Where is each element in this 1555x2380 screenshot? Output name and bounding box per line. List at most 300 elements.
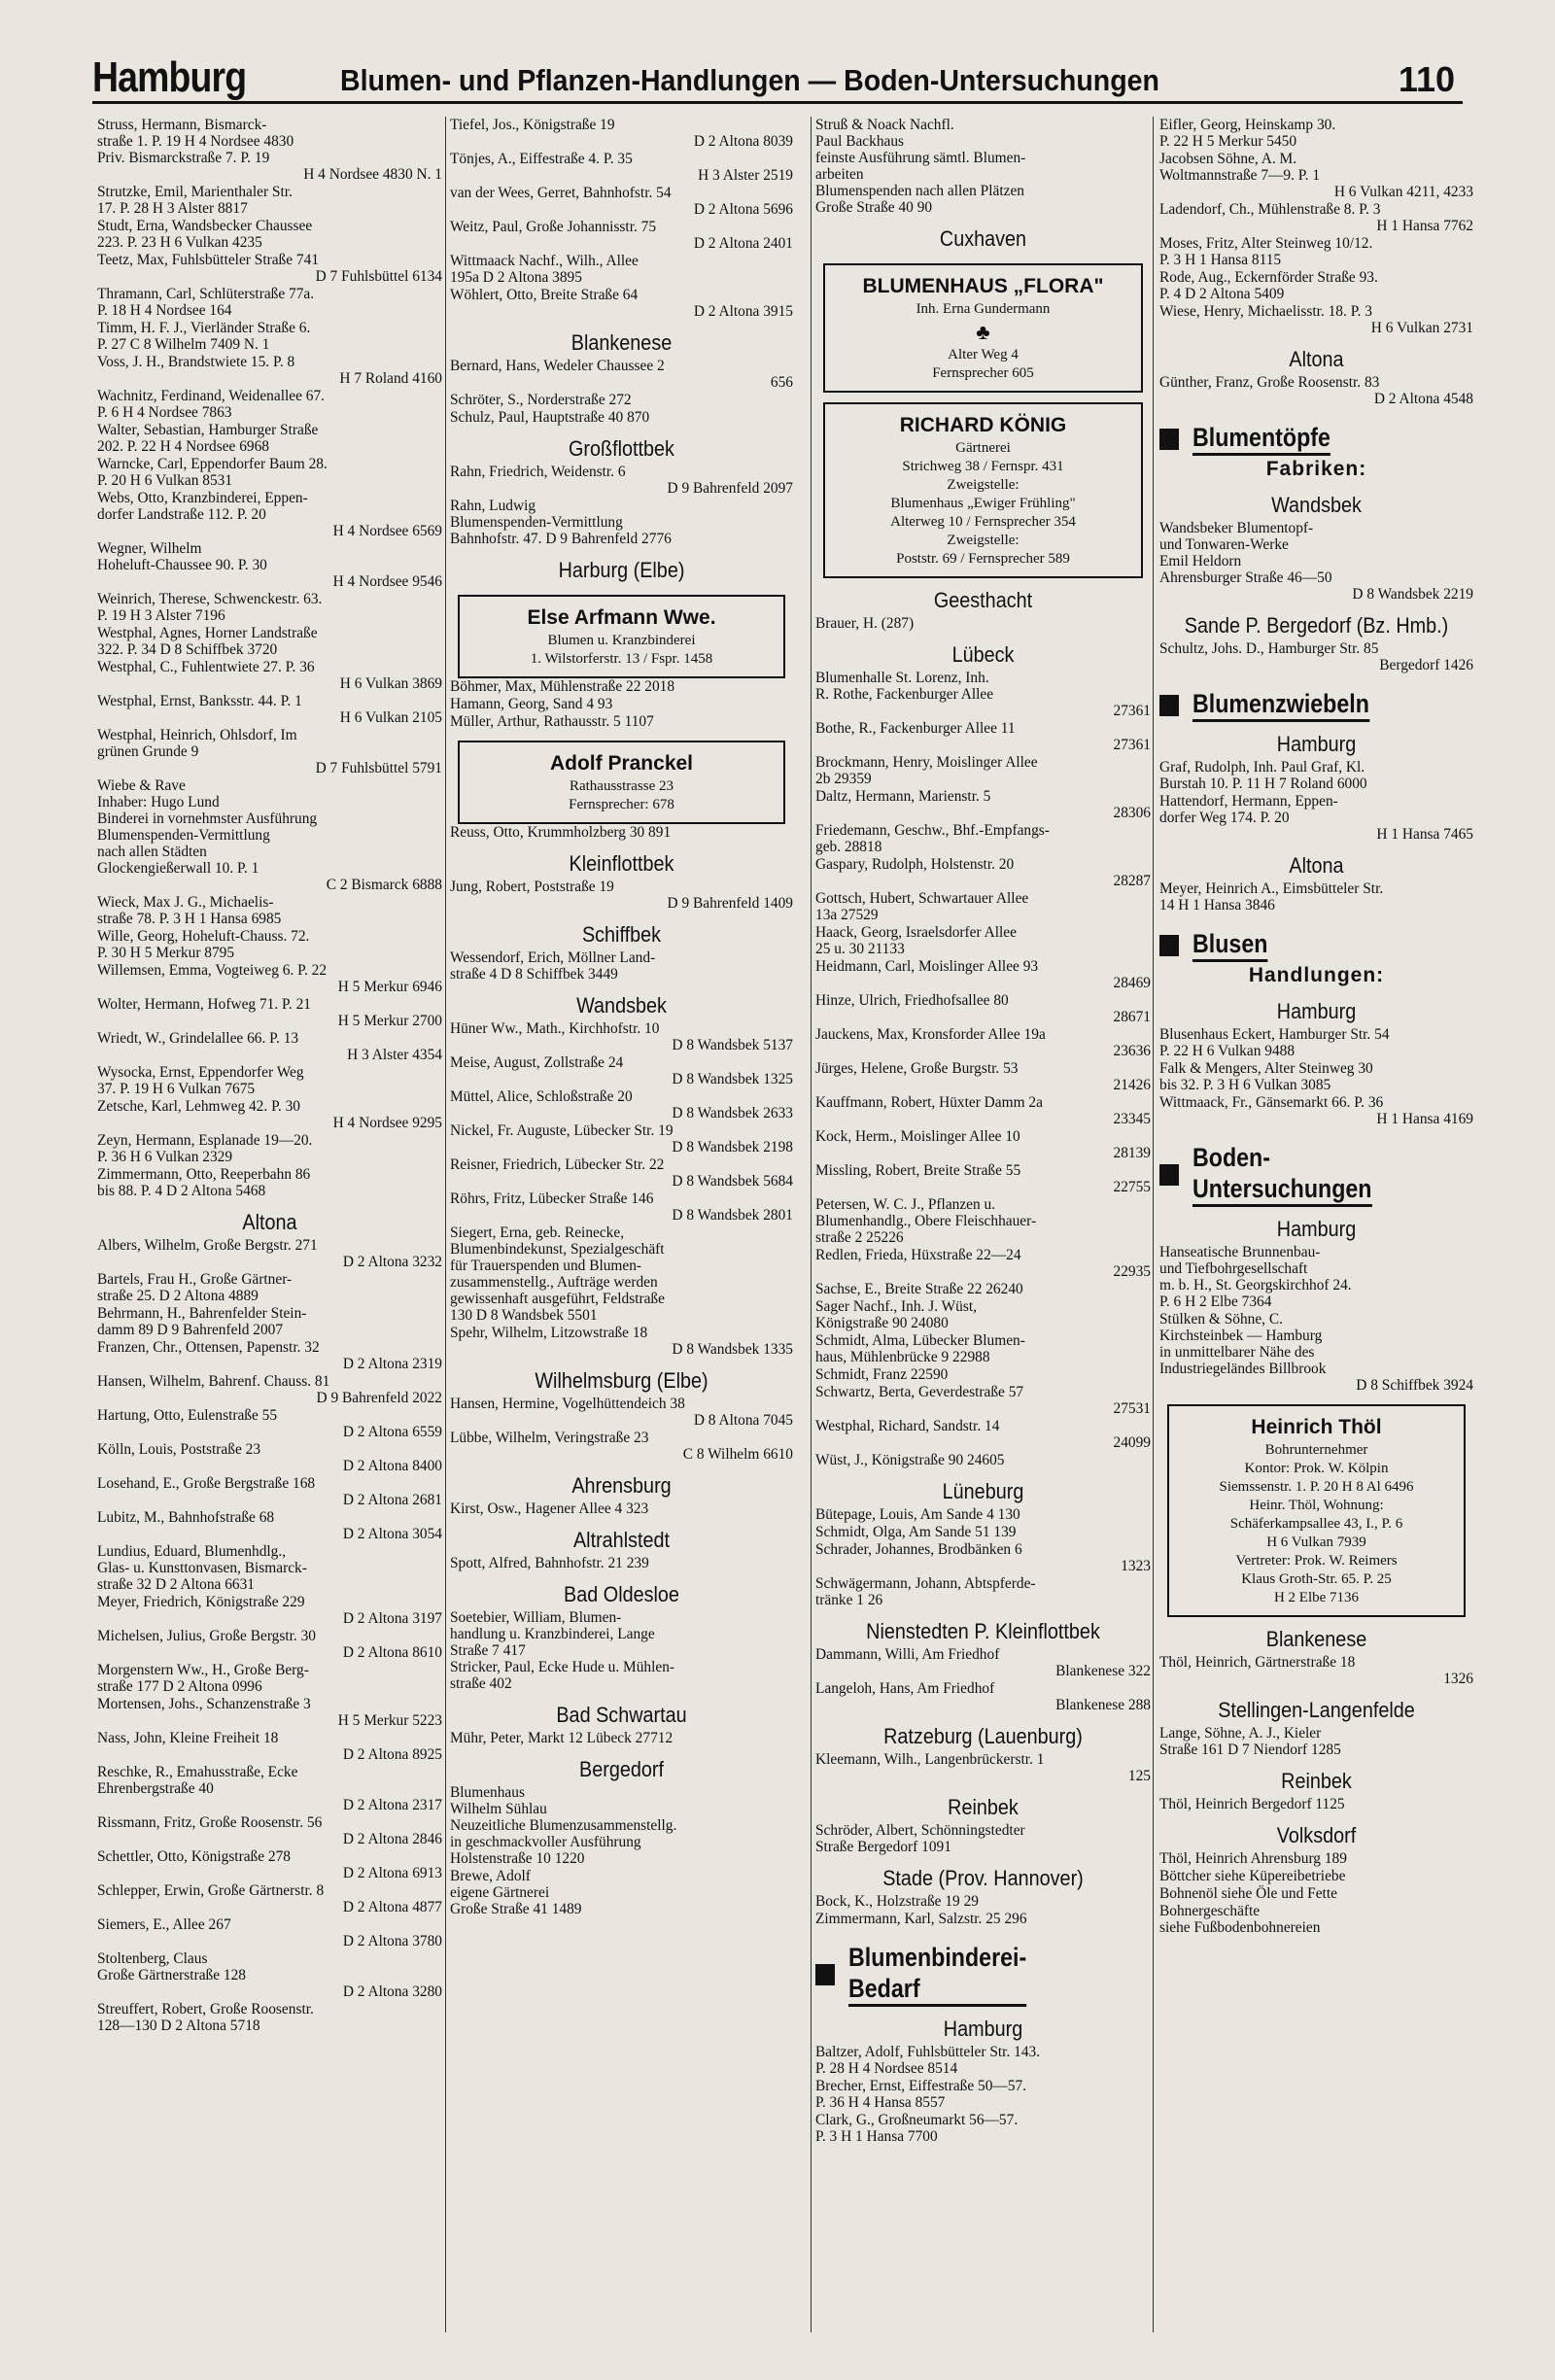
entry-line: Rissmann, Fritz, Große Roosenstr. 56 [97, 1814, 323, 1831]
city-heading: Hamburg [943, 2017, 1023, 2041]
directory-entry [1159, 1060, 1473, 1094]
entry-line: Albers, Wilhelm, Große Bergstr. 271 [97, 1237, 318, 1254]
advert-box [1167, 1404, 1466, 1617]
entry-line: P. 22 H 5 Merkur 5450 [1159, 133, 1297, 150]
city-heading: Ahrensburg [571, 1473, 672, 1498]
entry-line: D 8 Wandsbek 2633 [672, 1105, 793, 1121]
entry-line: Brecher, Ernst, Eiffestraße 50—57. [815, 2078, 1027, 2094]
directory-entry [97, 777, 442, 894]
entry-line: H 4 Nordsee 6569 [332, 523, 442, 539]
entry-line: Königstraße 90 24080 [815, 1315, 949, 1331]
entry-line: Baltzer, Adolf, Fuhlsbütteler Str. 143. [815, 2044, 1041, 2060]
entry-line: Jacobsen Söhne, A. M. [1159, 151, 1297, 167]
entry-line: Blumenspenden-Vermittlung [97, 827, 270, 844]
advert-box [458, 595, 785, 678]
entry-line: Schmidt, Olga, Am Sande 51 139 [815, 1524, 1017, 1540]
entry-line: D 2 Altona 8400 [342, 1458, 442, 1474]
entry-line: Hansen, Wilhelm, Bahrenf. Chauss. 81 [97, 1373, 330, 1390]
entry-line: P. 6 H 4 Nordsee 7863 [97, 404, 232, 421]
entry-line: 195a D 2 Altona 3895 [450, 269, 582, 286]
entry-line: eigene Gärtnerei [450, 1884, 550, 1901]
entry-line: Spehr, Wilhelm, Litzowstraße 18 [450, 1325, 648, 1341]
entry-line: D 9 Bahrenfeld 2022 [316, 1390, 442, 1406]
entry-line: D 8 Wandsbek 2219 [1352, 586, 1473, 603]
entry-line: Meise, August, Zollstraße 24 [450, 1054, 624, 1071]
entry-line: 130 D 8 Wandsbek 5501 [450, 1307, 598, 1324]
directory-entry [1159, 640, 1473, 674]
column-4 [1153, 117, 1473, 2332]
entry-line: 37. P. 19 H 6 Vulkan 7675 [97, 1081, 256, 1097]
entry-line: Kirst, Osw., Hagener Allee 4 323 [450, 1500, 649, 1517]
entry-line: damm 89 D 9 Bahrenfeld 2007 [97, 1322, 284, 1338]
section-heading [1159, 928, 1473, 962]
entry-line: Straße 7 417 [450, 1642, 526, 1659]
entry-line: dorfer Landstraße 112. P. 20 [97, 506, 266, 523]
directory-entry [97, 1916, 442, 1950]
entry-line: Thramann, Carl, Schlüterstraße 77a. [97, 286, 315, 302]
directory-entry [450, 824, 793, 842]
entry-line: haus, Mühlenbrücke 9 22988 [815, 1349, 990, 1365]
entry-line: D 8 Wandsbek 5684 [672, 1173, 793, 1190]
entry-line: Bahnhofstr. 47. D 9 Bahrenfeld 2776 [450, 531, 672, 547]
entry-line: D 8 Wandsbek 1325 [672, 1071, 793, 1087]
city-heading: Harburg (Elbe) [558, 558, 685, 582]
directory-entry [97, 354, 442, 388]
directory-entry [97, 422, 442, 456]
entry-line: tränke 1 26 [815, 1592, 883, 1608]
entry-line: D 2 Altona 2317 [342, 1797, 442, 1813]
directory-entry [450, 409, 793, 427]
directory-entry [450, 1555, 793, 1572]
section-title-line: Bedarf [848, 1974, 920, 2003]
entry-line: D 8 Schiffbek 3924 [1356, 1377, 1473, 1394]
entry-line: Böttcher siehe Küpereibetriebe [1159, 1868, 1346, 1884]
advert-line: H 2 Elbe 7136 [1273, 1590, 1360, 1605]
advert-line: Poststr. 69 / Fernsprecher 589 [896, 551, 1070, 567]
directory-entry [815, 1680, 1151, 1714]
entry-line: Große Gärtnerstraße 128 [97, 1967, 246, 1983]
entry-line: Bohnenöl siehe Öle und Fette [1159, 1885, 1337, 1902]
advert-line: Fernsprecher: 678 [569, 797, 674, 812]
section-heading [1159, 422, 1473, 456]
directory-entry [1159, 880, 1473, 914]
entry-line: D 2 Altona 6559 [342, 1424, 442, 1440]
entry-line: Westphal, Ernst, Banksstr. 44. P. 1 [97, 693, 302, 709]
city-heading: Wilhelmsburg (Elbe) [535, 1368, 708, 1393]
directory-entry [450, 358, 793, 392]
entry-line: P. 30 H 5 Merkur 8795 [97, 945, 235, 961]
advert-line: H 6 Vulkan 7939 [1266, 1535, 1366, 1550]
advert-line: Rathausstrasse 23 [569, 778, 674, 794]
directory-entry [97, 1696, 442, 1730]
entry-line: Stülken & Söhne, C. [1159, 1311, 1283, 1328]
entry-line: zusammenstellg., Aufträge werden [450, 1274, 658, 1291]
directory-entry [815, 1452, 1151, 1469]
entry-line: Westphal, Heinrich, Ohlsdorf, Im [97, 727, 297, 743]
entry-line: Timm, H. F. J., Vierländer Straße 6. [97, 320, 311, 336]
directory-entry [450, 1500, 793, 1518]
entry-line: Hansen, Hermine, Vogelhüttendeich 38 [450, 1396, 685, 1412]
entry-line: und Tiefbohrgesellschaft [1159, 1260, 1308, 1277]
entry-line: Binderei in vornehmster Ausführung [97, 811, 318, 827]
section-marker-icon [1159, 695, 1179, 716]
directory-entry [97, 252, 442, 286]
entry-line: Kirchsteinbek — Hamburg [1159, 1328, 1323, 1344]
advert-line: Zweigstelle: [947, 533, 1019, 548]
entry-line: Günther, Franz, Große Roosenstr. 83 [1159, 374, 1380, 391]
entry-line: Lundius, Eduard, Blumenhdlg., [97, 1543, 287, 1560]
entry-line: Müttel, Alice, Schloßstraße 20 [450, 1088, 633, 1105]
entry-line: Weitz, Paul, Große Johannisstr. 75 [450, 219, 657, 235]
entry-line: Gaspary, Rudolph, Holstenstr. 20 [815, 856, 1015, 873]
entry-line: C 2 Bismarck 6888 [326, 877, 442, 893]
entry-line: Wieck, Max J. G., Michaelis- [97, 894, 274, 911]
directory-entry [1159, 117, 1473, 151]
entry-line: Schlepper, Erwin, Große Gärtnerstr. 8 [97, 1882, 325, 1899]
entry-line: R. Rothe, Fackenburger Allee [815, 686, 994, 703]
entry-line: Jürges, Helene, Große Burgstr. 53 [815, 1060, 1019, 1077]
entry-line: Hattendorf, Hermann, Eppen- [1159, 793, 1338, 810]
directory-entry [450, 678, 793, 696]
entry-line: Sager Nachf., Inh. J. Wüst, [815, 1298, 977, 1315]
section-title [1192, 928, 1267, 962]
entry-line: D 9 Bahrenfeld 2097 [667, 480, 793, 497]
entry-line: Brockmann, Henry, Moislinger Allee [815, 754, 1038, 771]
entry-line: Studt, Erna, Wandsbecker Chaussee [97, 218, 313, 234]
page-number: 110 [1398, 59, 1455, 99]
entry-line: Wüst, J., Königstraße 90 24605 [815, 1452, 1005, 1468]
entry-line: Spott, Alfred, Bahnhofstr. 21 239 [450, 1555, 649, 1571]
directory-entry [97, 540, 442, 591]
directory-entry [815, 1281, 1151, 1298]
city-heading: Bad Schwartau [556, 1703, 687, 1727]
entry-line: Zimmermann, Otto, Reeperbahn 86 [97, 1166, 311, 1183]
column-1 [97, 117, 442, 2332]
entry-line: Haack, Georg, Israelsdorfer Allee [815, 924, 1017, 941]
entry-line: Siemers, E., Allee 267 [97, 1916, 231, 1933]
directory-entry [815, 1128, 1151, 1162]
directory-entry [815, 1506, 1151, 1524]
entry-line: D 2 Altona 3780 [342, 1933, 442, 1949]
city-heading: Großflottbek [569, 436, 674, 461]
advert-line: Bohrunternehmer [1264, 1442, 1368, 1458]
entry-line: Thöl, Heinrich Bergedorf 1125 [1159, 1796, 1345, 1812]
entry-line: Wiese, Henry, Michaelisstr. 18. P. 3 [1159, 303, 1372, 320]
entry-line: Franzen, Chr., Ottensen, Papenstr. 32 [97, 1339, 320, 1356]
directory-entry [97, 1305, 442, 1339]
advert-line: Heinr. Thöl, Wohnung: [1249, 1498, 1384, 1513]
entry-line: Struss, Hermann, Bismarck- [97, 117, 267, 133]
entry-line: 17. P. 28 H 3 Alster 8817 [97, 200, 248, 217]
entry-line: Redlen, Frieda, Hüxstraße 22—24 [815, 1247, 1021, 1263]
advert-line: Inh. Erna Gundermann [916, 301, 1051, 317]
directory-entry [815, 1911, 1151, 1928]
entry-line: Sachse, E., Breite Straße 22 26240 [815, 1281, 1023, 1297]
entry-line: D 8 Wandsbek 1335 [672, 1341, 793, 1358]
entry-line: Behrmann, H., Bahrenfelder Stein- [97, 1305, 307, 1322]
directory-entry [450, 1156, 793, 1190]
entry-line: D 8 Wandsbek 2801 [672, 1207, 793, 1224]
directory-entry [97, 2001, 442, 2035]
entry-line: Westphal, Richard, Sandstr. 14 [815, 1418, 1000, 1434]
entry-line: straße 32 D 2 Altona 6631 [97, 1576, 256, 1593]
entry-line: Streuffert, Robert, Große Roosenstr. [97, 2001, 314, 2018]
entry-line: H 4 Nordsee 9546 [332, 573, 442, 590]
entry-line: Tiefel, Jos., Königstraße 19 [450, 117, 615, 133]
entry-line: Schmidt, Alma, Lübecker Blumen- [815, 1332, 1025, 1349]
entry-line: Röhrs, Fritz, Lübecker Straße 146 [450, 1190, 654, 1207]
directory-entry [97, 1441, 442, 1475]
advert-line: Adolf Pranckel [549, 752, 694, 775]
entry-line: 27531 [1113, 1400, 1151, 1417]
entry-line: Blumenspenden-Vermittlung [450, 514, 623, 531]
entry-line: Bernard, Hans, Wedeler Chaussee 2 [450, 358, 665, 374]
directory-entry [815, 1822, 1151, 1856]
entry-line: Böhmer, Max, Mühlenstraße 22 2018 [450, 678, 675, 695]
directory-entry [450, 1088, 793, 1122]
city-heading: Wandsbek [1271, 493, 1362, 517]
directory-entry [815, 1893, 1151, 1911]
entry-line: P. 18 H 4 Nordsee 164 [97, 302, 232, 319]
directory-entry [815, 992, 1151, 1026]
entry-line: Burstah 10. P. 11 H 7 Roland 6000 [1159, 776, 1367, 792]
entry-line: D 8 Wandsbek 5137 [672, 1037, 793, 1053]
entry-line: C 8 Wilhelm 6610 [682, 1446, 793, 1463]
entry-line: 656 [770, 374, 793, 391]
entry-line: Emil Heldorn [1159, 553, 1242, 569]
city-heading: Bergedorf [579, 1757, 664, 1781]
advert-line: Else Arfmann Wwe. [527, 606, 716, 629]
entry-line: straße 1. P. 19 H 4 Nordsee 4830 [97, 133, 294, 150]
city-heading: Schiffbek [581, 922, 662, 947]
directory-entry [97, 218, 442, 252]
entry-line: Blumenhandlg., Obere Fleischhauer- [815, 1213, 1037, 1229]
entry-line: 28139 [1113, 1145, 1151, 1161]
entry-line: Wessendorf, Erich, Möllner Land- [450, 949, 656, 966]
entry-line: H 1 Hansa 4169 [1376, 1111, 1473, 1127]
city-heading: Volksdorf [1276, 1823, 1357, 1847]
entry-line: Straße Bergedorf 1091 [815, 1839, 951, 1855]
directory-entry [815, 1026, 1151, 1060]
directory-entry [1159, 1903, 1473, 1937]
entry-line: Wittmaack, Fr., Gänsemarkt 66. P. 36 [1159, 1094, 1384, 1111]
directory-entry [815, 1196, 1151, 1247]
directory-entry [815, 856, 1151, 890]
entry-line: Blusenhaus Eckert, Hamburger Str. 54 [1159, 1026, 1390, 1043]
directory-entry [450, 1325, 793, 1359]
advert-line: Fernsprecher 605 [932, 365, 1034, 381]
entry-line: 22755 [1113, 1179, 1151, 1195]
city-heading: Ratzeburg (Lauenburg) [883, 1724, 1083, 1748]
directory-entry [1159, 793, 1473, 844]
entry-line: Kölln, Louis, Poststraße 23 [97, 1441, 261, 1458]
directory-entry [815, 1541, 1151, 1575]
entry-line: H 3 Alster 4354 [347, 1047, 442, 1063]
entry-line: Blumenspenden nach allen Plätzen [815, 183, 1024, 199]
directory-entry [97, 659, 442, 693]
directory-entry [97, 1237, 442, 1271]
directory-entry [1159, 1868, 1473, 1885]
entry-line: Blankenese 322 [1055, 1663, 1151, 1679]
directory-entry [97, 1407, 442, 1441]
entry-line: 24099 [1113, 1434, 1151, 1451]
city-heading: Stellingen-Langenfelde [1218, 1698, 1415, 1722]
entry-line: Schmidt, Franz 22590 [815, 1366, 949, 1383]
entry-line: Stoltenberg, Claus [97, 1950, 208, 1967]
section-title-line: Boden- [1192, 1143, 1270, 1172]
advert-line: Schäferkampsallee 43, I., P. 6 [1229, 1516, 1403, 1532]
header-title: Blumen- und Pflanzen-Handlungen — Boden-Untersuchungen [340, 63, 1159, 97]
directory-entry [1159, 520, 1473, 604]
entry-line: D 7 Fuhlsbüttel 6134 [315, 268, 442, 285]
section-title [1192, 1142, 1371, 1207]
directory-entry [450, 392, 793, 409]
entry-line: Tönjes, A., Eiffestraße 4. P. 35 [450, 151, 633, 167]
section-title-line: Blumenzwiebeln [1192, 689, 1369, 718]
entry-line: bis 88. P. 4 D 2 Altona 5468 [97, 1183, 266, 1199]
section-marker-icon [1159, 1164, 1179, 1186]
section-heading [1159, 1142, 1473, 1207]
entry-line: Nickel, Fr. Auguste, Lübecker Str. 19 [450, 1122, 674, 1139]
advert-line: Kontor: Prok. W. Kölpin [1244, 1461, 1389, 1476]
entry-line: straße 4 D 8 Schiffbek 3449 [450, 966, 618, 983]
entry-line: feinste Ausführung sämtl. Blumen- [815, 150, 1026, 166]
entry-line: H 6 Vulkan 2105 [339, 709, 442, 726]
directory-entry [450, 464, 793, 498]
entry-line: Schröter, S., Norderstraße 272 [450, 392, 632, 408]
entry-line: Reisner, Friedrich, Lübecker Str. 22 [450, 1156, 665, 1173]
directory-entry [97, 1132, 442, 1166]
entry-line: Ladendorf, Ch., Mühlenstraße 8. P. 3 [1159, 201, 1381, 218]
directory-entry [815, 1060, 1151, 1094]
directory-entry [815, 1646, 1151, 1680]
city-heading: Altona [1289, 347, 1344, 371]
advert-box [458, 741, 785, 824]
entry-line: Wandsbeker Blumentopf- [1159, 520, 1314, 536]
entry-line: Jung, Robert, Poststraße 19 [450, 879, 614, 895]
directory-entry [815, 788, 1151, 822]
entry-line: Mühr, Peter, Markt 12 Lübeck 27712 [450, 1730, 674, 1746]
entry-line: H 3 Alster 2519 [698, 167, 793, 184]
entry-line: D 2 Altona 4877 [342, 1899, 442, 1915]
directory-entry [97, 286, 442, 320]
advert-line: Gärtnerei [955, 440, 1011, 456]
entry-line: 21426 [1113, 1077, 1151, 1093]
entry-line: H 7 Roland 4160 [339, 370, 442, 387]
entry-line: P. 36 H 6 Vulkan 2329 [97, 1149, 233, 1165]
entry-line: straße 177 D 2 Altona 0996 [97, 1678, 262, 1695]
entry-line: 128—130 D 2 Altona 5718 [97, 2018, 260, 2034]
directory-entry [450, 1020, 793, 1054]
directory-entry [450, 1224, 793, 1325]
entry-line: Glas- u. Kunsttonvasen, Bismarck- [97, 1560, 307, 1576]
page-header [92, 53, 1463, 104]
entry-line: P. 4 D 2 Altona 5409 [1159, 286, 1285, 302]
directory-entry [450, 287, 793, 321]
entry-line: Gottsch, Hubert, Schwartauer Allee [815, 890, 1029, 907]
directory-entry [450, 1868, 793, 1918]
entry-line: 1326 [1443, 1671, 1473, 1687]
entry-line: Bergedorf 1426 [1379, 657, 1473, 673]
entry-line: straße 78. P. 3 H 1 Hansa 6985 [97, 911, 282, 927]
entry-line: Blumenhaus [450, 1784, 525, 1801]
entry-line: Meyer, Heinrich A., Eimsbütteler Str. [1159, 880, 1384, 897]
entry-line: Müller, Arthur, Rathausstr. 5 1107 [450, 713, 654, 730]
entry-line: D 2 Altona 2846 [342, 1831, 442, 1847]
entry-line: H 6 Vulkan 3869 [339, 675, 442, 692]
city-heading: Bad Oldesloe [564, 1582, 679, 1606]
directory-entry [1159, 1725, 1473, 1759]
advert-box [823, 402, 1143, 578]
city-heading: Reinbek [1281, 1769, 1352, 1793]
entry-line: in geschmackvoller Ausführung [450, 1834, 641, 1850]
entry-line: P. 27 C 8 Wilhelm 7409 N. 1 [97, 336, 270, 353]
directory-entry [1159, 1885, 1473, 1903]
entry-line: Wegner, Wilhelm [97, 540, 202, 557]
directory-entry [97, 320, 442, 354]
entry-line: 25 u. 30 21133 [815, 941, 905, 957]
entry-line: 13a 27529 [815, 907, 879, 923]
entry-line: Brewe, Adolf [450, 1868, 531, 1884]
entry-line: Schrader, Johannes, Brodbänken 6 [815, 1541, 1022, 1558]
entry-line: Blumenbindekunst, Spezialgeschäft [450, 1241, 665, 1258]
entry-line: Morgenstern Ww., H., Große Berg- [97, 1662, 309, 1678]
entry-line: D 2 Altona 3197 [342, 1610, 442, 1627]
entry-line: Brauer, H. (287) [815, 615, 915, 632]
directory-entry [450, 1190, 793, 1224]
entry-line: Losehand, E., Große Bergstraße 168 [97, 1475, 316, 1492]
directory-entry [97, 625, 442, 659]
entry-line: 125 [1127, 1768, 1151, 1784]
directory-entry [97, 1271, 442, 1305]
entry-line: Bütepage, Louis, Am Sande 4 130 [815, 1506, 1020, 1523]
directory-entry [1159, 151, 1473, 201]
entry-line: Wachnitz, Ferdinand, Weidenallee 67. [97, 388, 325, 404]
entry-line: D 2 Altona 8925 [342, 1746, 442, 1763]
advert-line: Alterweg 10 / Fernsprecher 354 [890, 514, 1076, 530]
directory-entry [97, 727, 442, 777]
directory-entry [815, 670, 1151, 720]
directory-entry [97, 1543, 442, 1594]
city-heading: Geesthacht [933, 588, 1033, 612]
city-heading: Reinbek [948, 1795, 1019, 1819]
entry-line: nach allen Städten [97, 844, 207, 860]
directory-entry [450, 1122, 793, 1156]
entry-line: Reuss, Otto, Krummholzberg 30 891 [450, 824, 672, 841]
entry-line: Straße 161 D 7 Niendorf 1285 [1159, 1742, 1341, 1758]
directory-entry [450, 185, 793, 219]
entry-line: Hoheluft-Chaussee 90. P. 30 [97, 557, 267, 573]
entry-line: Siegert, Erna, geb. Reinecke, [450, 1224, 625, 1241]
advert-line: Vertreter: Prok. W. Reimers [1235, 1553, 1398, 1569]
city-heading: Cuxhaven [939, 226, 1027, 251]
directory-entry [815, 958, 1151, 992]
entry-line: 28469 [1113, 975, 1151, 991]
advert-line: ♣ [976, 320, 990, 344]
entry-line: D 2 Altona 3054 [342, 1526, 442, 1542]
entry-line: P. 22 H 6 Vulkan 9488 [1159, 1043, 1296, 1059]
entry-line: Schettler, Otto, Königstraße 278 [97, 1848, 291, 1865]
entry-line: Zetsche, Karl, Lehmweg 42. P. 30 [97, 1098, 301, 1115]
directory-entry [450, 253, 793, 287]
entry-line: P. 3 H 1 Hansa 7700 [815, 2128, 938, 2145]
directory-entry [97, 928, 442, 962]
advert-line: Blumen u. Kranzbinderei [547, 633, 696, 648]
entry-line: Lubitz, M., Bahnhofstraße 68 [97, 1509, 275, 1526]
entry-line: 28287 [1113, 873, 1151, 889]
entry-line: Westphal, Agnes, Horner Landstraße [97, 625, 318, 641]
entry-line: Rode, Aug., Eckernförder Straße 93. [1159, 269, 1378, 286]
